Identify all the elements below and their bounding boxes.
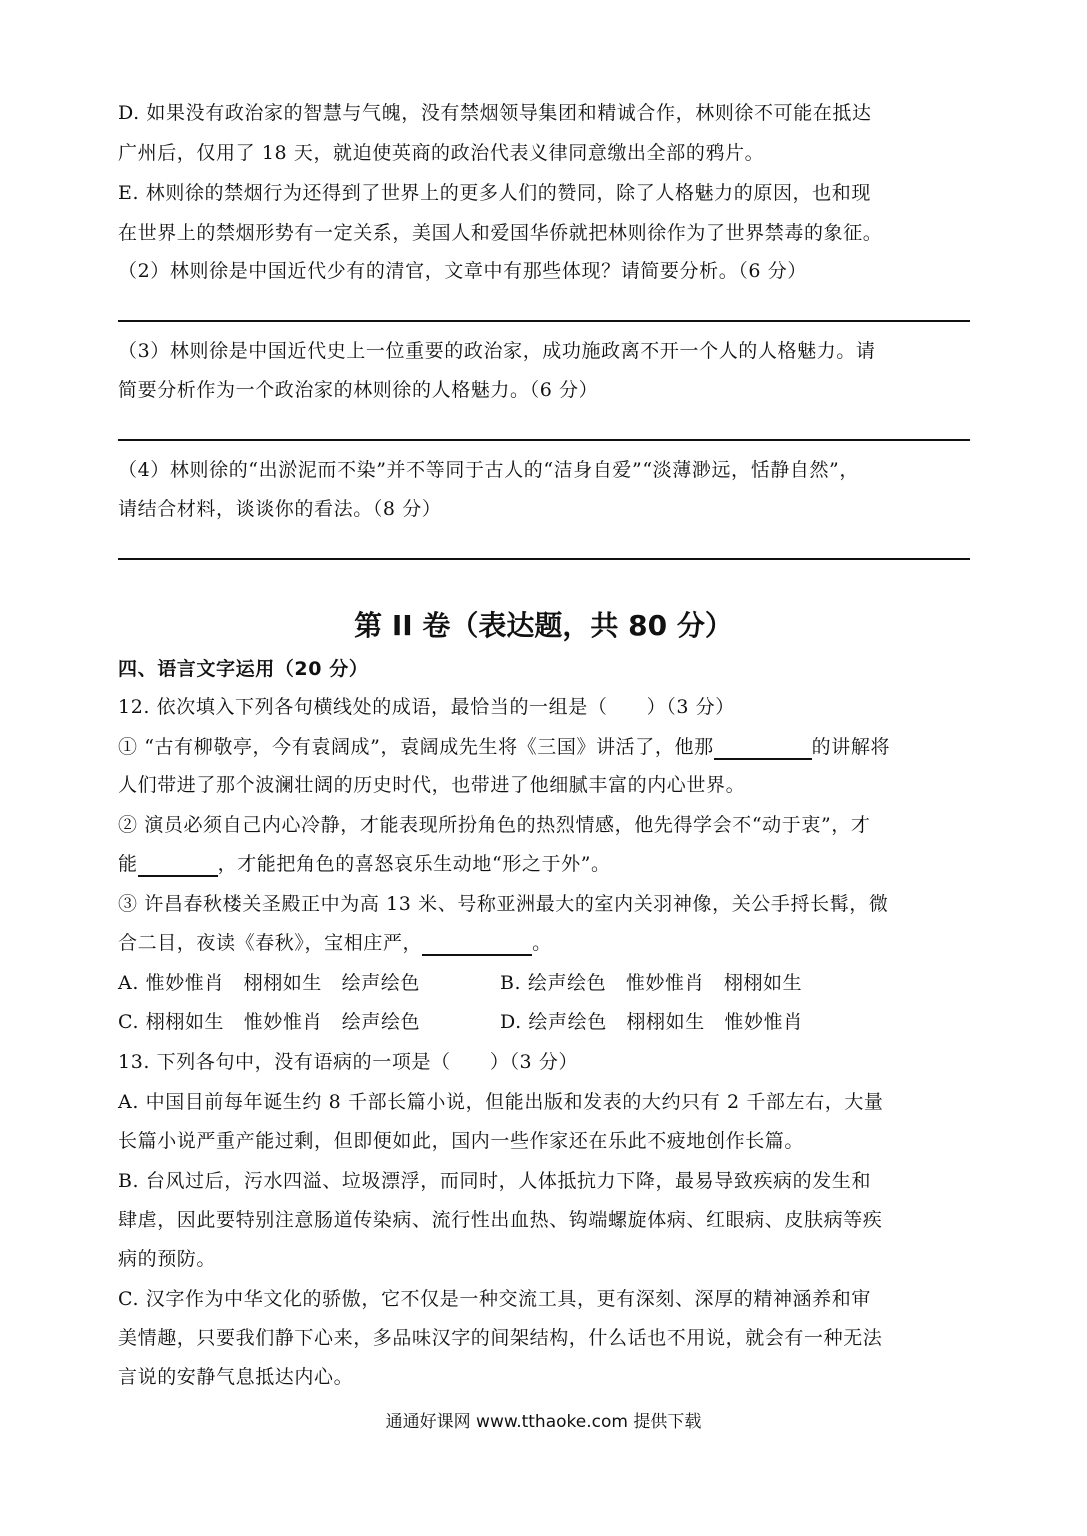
q12-option-d: D. 绘声绘色 栩栩如生 惟妙惟肖 <box>500 1011 803 1033</box>
q12-sentence-1-line2: 人们带进了那个波澜壮阔的历史时代，也带进了他细腻丰富的内心世界。 <box>118 774 746 796</box>
q12-sentence-2-line2 <box>118 851 970 877</box>
q12-s1-text-b: 的讲解将 <box>811 736 891 758</box>
q12-option-c: C. 栩栩如生 惟妙惟肖 绘声绘色 <box>118 1011 421 1033</box>
q12-sentence-3-line1: ③ 许昌春秋楼关圣殿正中为高 13 米、号称亚洲最大的室内关羽神像，关公手捋长髯，微 <box>118 893 889 915</box>
fill-blank-1 <box>714 736 812 760</box>
q13-option-c-line2: 美情趣，只要我们静下心来，多品味汉字的间架结构，什么话也不用说，就会有一种无法 <box>118 1327 883 1349</box>
q12-stem: 12. 依次填入下列各句横线处的成语，最恰当的一组是（ ）（3 分） <box>118 696 735 718</box>
fill-blank-3 <box>422 932 532 956</box>
q11-option-e-line1: E. 林则徐的禁烟行为还得到了世界上的更多人们的赞同，除了人格魅力的原因，也和现 <box>118 182 871 204</box>
footer-source: 通通好课网 www.tthaoke.com 提供下载 <box>385 1412 702 1432</box>
q12-options-row-1 <box>118 970 970 996</box>
q11-subquestion-4-line2: 请结合材料，谈谈你的看法。（8 分） <box>118 498 442 520</box>
q12-option-b: B. 绘声绘色 惟妙惟肖 栩栩如生 <box>500 972 803 994</box>
q13-option-c-line1: C. 汉字作为中华文化的骄傲，它不仅是一种交流工具，更有深刻、深厚的精神涵养和审 <box>118 1288 871 1310</box>
q12-option-a: A. 惟妙惟肖 栩栩如生 绘声绘色 <box>118 972 421 994</box>
q13-option-c-line3: 言说的安静气息抵达内心。 <box>118 1366 354 1388</box>
q11-subquestion-3-line2: 简要分析作为一个政治家的林则徐的人格魅力。（6 分） <box>118 379 599 401</box>
q11-subquestion-3-line1: （3）林则徐是中国近代史上一位重要的政治家，成功施政离不开一个人的人格魅力。请 <box>118 340 876 362</box>
q12-sentence-3-line2 <box>118 930 970 956</box>
q13-option-b-line2: 肆虐，因此要特别注意肠道传染病、流行性出血热、钩端螺旋体病、红眼病、皮肤病等疾 <box>118 1209 883 1231</box>
q12-s3-text-a: 合二目，夜读《春秋》，宝相庄严， <box>118 932 423 954</box>
answer-line-3 <box>118 439 970 441</box>
part-heading: 四、语言文字运用（20 分） <box>118 658 369 680</box>
q11-subquestion-2: （2）林则徐是中国近代少有的清官，文章中有那些体现？请简要分析。（6 分） <box>118 260 807 282</box>
q11-option-d-line2: 广州后，仅用了 18 天，就迫使英商的政治代表义律同意缴出全部的鸦片。 <box>118 142 765 164</box>
q12-s2-text-a: 能 <box>118 853 138 875</box>
q12-s2-text-b: ，才能把角色的喜怒哀乐生动地“形之于外”。 <box>217 853 611 875</box>
q11-option-d-line1: D. 如果没有政治家的智慧与气魄，没有禁烟领导集团和精诚合作，林则徐不可能在抵达 <box>118 102 872 124</box>
section-title: 第 II 卷（表达题，共 80 分） <box>354 609 733 642</box>
q11-subquestion-4-line1: （4）林则徐的“出淤泥而不染”并不等同于古人的“洁身自爱”“淡薄渺远，恬静自然”， <box>118 459 859 481</box>
q12-sentence-1-line1 <box>118 734 970 760</box>
q13-option-a-line1: A. 中国目前每年诞生约 8 千部长篇小说，但能出版和发表的大约只有 2 千部左右，大量 <box>118 1091 884 1113</box>
answer-line-2 <box>118 320 970 322</box>
q13-option-b-line1: B. 台风过后，污水四溢、垃圾漂浮，而同时，人体抵抗力下降，最易导致疾病的发生和 <box>118 1170 872 1192</box>
answer-line-4 <box>118 558 970 560</box>
q13-option-b-line3: 病的预防。 <box>118 1248 217 1270</box>
q12-sentence-2-line1: ② 演员必须自己内心冷静，才能表现所扮角色的热烈情感，他先得学会不“动于衷”，才 <box>118 814 871 836</box>
q13-stem: 13. 下列各句中，没有语病的一项是（ ）（3 分） <box>118 1051 579 1073</box>
fill-blank-2 <box>138 853 218 877</box>
q12-s3-text-b: 。 <box>532 932 552 954</box>
q13-option-a-line2: 长篇小说严重产能过剩，但即便如此，国内一些作家还在乐此不疲地创作长篇。 <box>118 1130 805 1152</box>
q11-option-e-line2: 在世界上的禁烟形势有一定关系，美国人和爱国华侨就把林则徐作为了世界禁毒的象征。 <box>118 222 883 244</box>
q12-options-row-2 <box>118 1009 970 1035</box>
q12-s1-text-a: ① “古有柳敬亭，今有袁阔成”，袁阔成先生将《三国》讲活了，他那 <box>118 736 714 758</box>
